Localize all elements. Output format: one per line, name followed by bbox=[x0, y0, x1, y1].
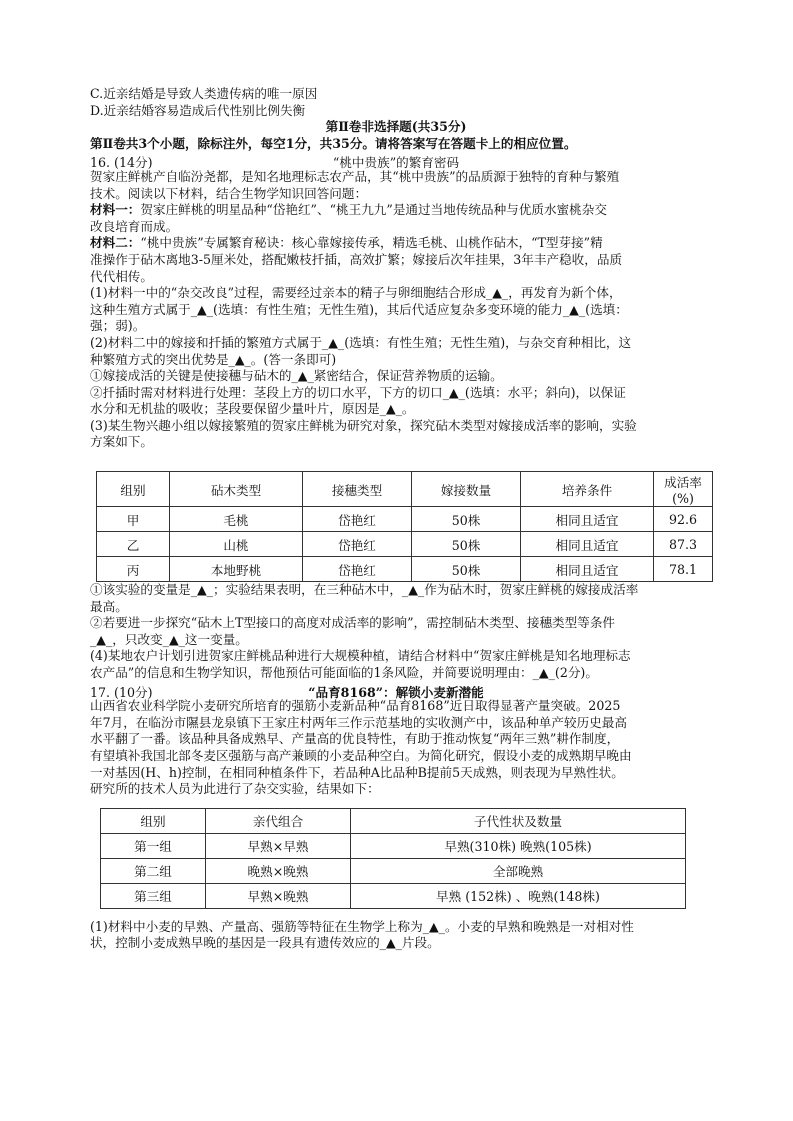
section-title: 第Ⅱ卷非选择题(共35分) bbox=[325, 119, 467, 135]
q16-after-table bbox=[90, 582, 702, 682]
table-cell: 全部晚熟 bbox=[351, 858, 686, 883]
table-cell: 50株 bbox=[412, 557, 521, 582]
q16-line: 改良培育而成。 bbox=[90, 218, 179, 234]
q17-line: 年7月，在临汾市隰县龙泉镇下王家庄村两年三作示范基地的实收测产中，该品种单产较历史最高 bbox=[90, 714, 627, 730]
table-cell: 岱艳红 bbox=[303, 532, 412, 557]
table-cell: 相同且适宜 bbox=[521, 532, 654, 557]
table-row bbox=[101, 858, 686, 883]
q16-line: 最高。 bbox=[90, 598, 128, 614]
q16-line: 这种生殖方式属于_▲_(选填：有性生殖；无性生殖)，其后代适应复杂多变环境的能力_▲_(选填： bbox=[90, 301, 628, 317]
q17-table bbox=[100, 808, 686, 909]
q17-line: 研究所的技术人员为此进行了杂交实验，结果如下： bbox=[90, 781, 380, 797]
table-row bbox=[101, 883, 686, 908]
exam-page bbox=[90, 86, 702, 952]
table-cell: 第二组 bbox=[101, 858, 206, 883]
table-row bbox=[97, 532, 713, 557]
q16-line: 强；弱)。 bbox=[90, 318, 146, 334]
table-header: 砧木类型 bbox=[170, 472, 303, 507]
table-cell: 87.3 bbox=[654, 532, 713, 557]
option-c: C.近亲结婚是导致人类遗传病的唯一原因 bbox=[90, 86, 318, 101]
q16-line: 技术。阅读以下材料，结合生物学知识回答问题： bbox=[90, 185, 368, 201]
q17-body bbox=[90, 698, 702, 798]
q17-number: 17. (10分) bbox=[90, 684, 153, 700]
table-header: 接穗类型 bbox=[303, 472, 412, 507]
q16-sub-4: (4)某地农户计划引进贺家庄鲜桃品种进行大规模种植，请结合材料中“贺家庄鲜桃是知名地理标志 bbox=[90, 648, 631, 664]
table-cell: 丙 bbox=[97, 557, 170, 582]
table-cell: 岱艳红 bbox=[303, 507, 412, 532]
q17-line: 状，控制小麦成熟早晚的基因是一段具有遗传效应的_▲_片段。 bbox=[90, 935, 440, 951]
table-header: 嫁接数量 bbox=[412, 472, 521, 507]
table-cell: 第一组 bbox=[101, 833, 206, 858]
q17-line: 有望填补我国北部冬麦区强筋与高产兼顾的小麦品种空白。为简化研究，假设小麦的成熟期早晚由 bbox=[90, 748, 632, 763]
q16-line: ②若要进一步探究“砧木上T型接口的高度对成活率的影响”，需控制砧木类型、接穗类型等条件 bbox=[90, 615, 616, 631]
q16-line: 方案如下。 bbox=[90, 434, 153, 450]
table-header-row bbox=[97, 472, 713, 507]
table-cell: 早熟(310株) 晚熟(105株) bbox=[351, 833, 686, 858]
table-row bbox=[97, 507, 713, 532]
q17-line: 一对基因(H、h)控制，在相同种植条件下，若品种A比品种B提前5天成熟，则表现为早熟性状。 bbox=[90, 764, 624, 780]
table-cell: 本地野桃 bbox=[170, 557, 303, 582]
table-header: 亲代组合 bbox=[206, 808, 351, 833]
table-cell: 早熟×早熟 bbox=[206, 833, 351, 858]
table-cell: 50株 bbox=[412, 507, 521, 532]
table-cell: 早熟 (152株) 、晚熟(148株) bbox=[351, 883, 686, 908]
table-cell: 相同且适宜 bbox=[521, 507, 654, 532]
q17-sub-1: (1)材料中小麦的早熟、产量高、强筋等特征在生物学上称为_▲_。小麦的早熟和晚熟是一对相对性 bbox=[90, 918, 634, 934]
q16-title: “桃中贵族”的繁育密码 bbox=[332, 155, 460, 171]
q17-line: 山西省农业科学院小麦研究所培育的强筋小麦新品种“品育8168”近日取得显著产量突破。2025 bbox=[90, 698, 621, 714]
table-cell: 相同且适宜 bbox=[521, 557, 654, 582]
section-instruction: 第Ⅱ卷共3个小题，除标注外，每空1分，共35分。请将答案写在答题卡上的相应位置。 bbox=[90, 135, 577, 151]
table-header: 组别 bbox=[101, 808, 206, 833]
q16-sub-1: (1)材料一中的“杂交改良”过程，需要经过亲本的精子与卵细胞结合形成_▲_，再发育为新个体， bbox=[90, 285, 622, 301]
table-cell: 乙 bbox=[97, 532, 170, 557]
table-cell: 78.1 bbox=[654, 557, 713, 582]
table-header: 子代性状及数量 bbox=[351, 808, 686, 833]
table-header-row bbox=[101, 808, 686, 833]
table-cell: 92.6 bbox=[654, 507, 713, 532]
q16-material-1: 材料一：贺家庄鲜桃的明星品种“岱艳红”、“桃王九九”是通过当地传统品种与优质水蜜桃杂交 bbox=[90, 202, 607, 218]
table-header: 培养条件 bbox=[521, 472, 654, 507]
table-cell: 第三组 bbox=[101, 883, 206, 908]
table-row bbox=[101, 833, 686, 858]
q16-material-2: 材料二：“桃中贵族”专属繁育秘诀：核心靠嫁接传承，精选毛桃、山桃作砧木，“T型芽接”精 bbox=[90, 235, 603, 251]
q16-line: ①嫁接成活的关键是使接穗与砧木的_▲_紧密结合，保证营养物质的运输。 bbox=[90, 368, 503, 384]
q16-line: ①该实验的变量是_▲_；实验结果表明，在三种砧木中，_▲_作为砧木时，贺家庄鲜桃的嫁接成活率 bbox=[90, 582, 639, 598]
table-cell: 早熟×晚熟 bbox=[206, 883, 351, 908]
q16-line: _▲_，只改变_▲_这一变量。 bbox=[90, 631, 248, 647]
q16-table bbox=[96, 471, 713, 582]
q16-line: 代代相传。 bbox=[90, 268, 153, 284]
table-cell: 毛桃 bbox=[170, 507, 303, 532]
q16-line: 准操作于砧木离地3-5厘米处，搭配嫩枝扦插，高效扩繁；嫁接后次年挂果，3年丰产稳收，品质 bbox=[90, 251, 623, 267]
q16-line: 贺家庄鲜桃产自临汾尧都，是知名地理标志农产品，其“桃中贵族”的品质源于独特的育种与繁殖 bbox=[90, 168, 620, 184]
q16-sub-3: (3)某生物兴趣小组以嫁接繁殖的贺家庄鲜桃为研究对象，探究砧木类型对嫁接成活率的影响，实验 bbox=[90, 417, 637, 433]
q17-after-table bbox=[90, 919, 702, 952]
option-d: D.近亲结婚容易造成后代性别比例失衡 bbox=[90, 102, 306, 118]
q16-number: 16. (14分) bbox=[90, 155, 153, 171]
q16-header bbox=[90, 152, 702, 169]
table-cell: 50株 bbox=[412, 532, 521, 557]
q17-line: 水平翻了一番。该品种具备成熟早、产量高的优良特性，有助于推动恢复“两年三熟”耕作制度， bbox=[90, 731, 620, 747]
q16-line: 种繁殖方式的突出优势是_▲_。(答一条即可) bbox=[90, 351, 337, 367]
table-cell: 甲 bbox=[97, 507, 170, 532]
table-cell: 晚熟×晚熟 bbox=[206, 858, 351, 883]
q17-title: “品育8168”：解锁小麦新潜能 bbox=[308, 684, 484, 700]
table-header: 成活率 (%) bbox=[654, 472, 713, 507]
table-cell: 岱艳红 bbox=[303, 557, 412, 582]
q16-line: 农产品”的信息和生物学知识，帮他预估可能面临的1条风险，并简要说明理由：_▲_(2分)。 bbox=[90, 665, 598, 681]
q16-body bbox=[90, 169, 702, 451]
q16-sub-2: (2)材料二中的嫁接和扦插的繁殖方式属于_▲_(选填：有性生殖；无性生殖)，与杂交育种相比，这 bbox=[90, 334, 632, 350]
q16-line: 水分和无机盐的吸收；茎段要保留少量叶片，原因是_▲_。 bbox=[90, 401, 415, 417]
table-row bbox=[97, 557, 713, 582]
q17-header bbox=[90, 682, 702, 699]
q16-line: ②扦插时需对材料进行处理：茎段上方的切口水平，下方的切口_▲_(选填：水平；斜向)，以保证 bbox=[90, 384, 626, 400]
table-cell: 山桃 bbox=[170, 532, 303, 557]
table-header: 组别 bbox=[97, 472, 170, 507]
